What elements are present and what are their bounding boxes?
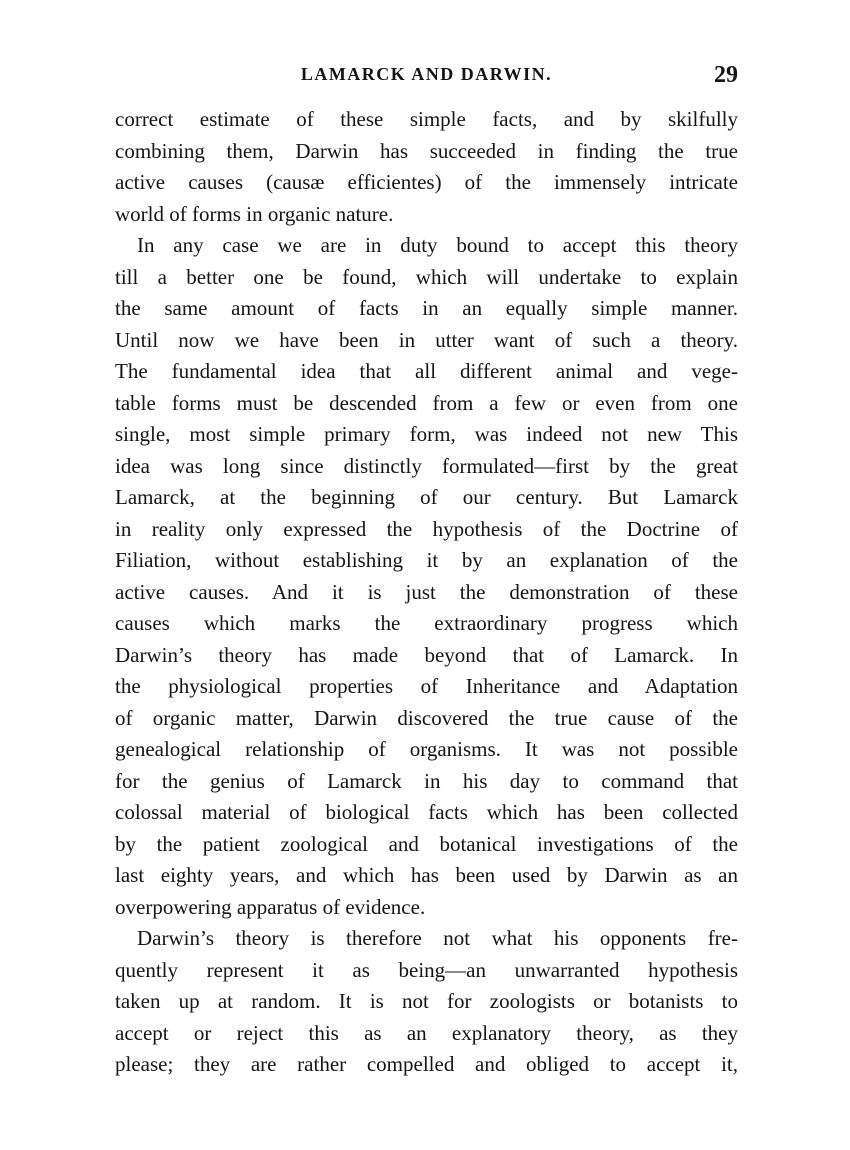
text-line: Until now we have been in utter want of such a theory.	[115, 327, 738, 352]
text-line: please; they are rather compelled and obliged to accept it,	[115, 1052, 738, 1076]
text-line: idea was long since distinctly formulated—first by the great	[115, 453, 738, 478]
page-number: 29	[714, 62, 738, 88]
body-text	[115, 104, 738, 1081]
text-line: colossal material of biological facts which has been collected	[115, 800, 738, 824]
paragraph	[115, 230, 738, 923]
text-line: world of forms in organic nature.	[115, 201, 394, 226]
paragraph	[115, 923, 738, 1081]
text-line: active causes. And it is just the demonstration of these	[115, 579, 738, 604]
text-line: causes which marks the extraordinary progress which	[115, 611, 738, 635]
text-line: in reality only expressed the hypothesis of the Doctrine of	[115, 516, 738, 541]
text-line: In any case we are in duty bound to accept this theory	[137, 233, 738, 257]
paragraph	[115, 104, 738, 230]
text-line: single, most simple primary form, was indeed not new This	[115, 422, 738, 446]
text-line: Lamarck, at the beginning of our century. But Lamarck	[115, 485, 738, 509]
text-line: Darwin’s theory has made beyond that of Lamarck. In	[115, 642, 738, 667]
text-line: correct estimate of these simple facts, and by skilfully	[115, 107, 738, 131]
text-line: The fundamental idea that all different animal and vege-	[115, 359, 738, 383]
text-line: active causes (causæ efficientes) of the immensely intricate	[115, 170, 738, 194]
text-line: combining them, Darwin has succeeded in finding the true	[115, 138, 738, 163]
text-line: table forms must be descended from a few or even from one	[115, 390, 738, 415]
text-line: taken up at random. It is not for zoologists or botanists to	[115, 989, 738, 1013]
text-line: last eighty years, and which has been used by Darwin as an	[115, 863, 738, 887]
running-title: LAMARCK AND DARWIN.	[300, 64, 553, 84]
text-line: accept or reject this as an explanatory theory, as they	[115, 1020, 738, 1045]
text-line: for the genius of Lamarck in his day to command that	[115, 768, 738, 793]
text-line: genealogical relationship of organisms. It was not possible	[115, 737, 738, 761]
text-line: the physiological properties of Inheritance and Adaptation	[115, 674, 738, 698]
text-line: by the patient zoological and botanical investigations of the	[115, 831, 738, 856]
text-line: overpowering apparatus of evidence.	[115, 894, 426, 919]
running-head	[115, 62, 738, 92]
text-line: the same amount of facts in an equally simple manner.	[115, 296, 738, 320]
text-line: Filiation, without establishing it by an explanation of the	[115, 548, 738, 572]
text-line: till a better one be found, which will undertake to explain	[115, 264, 738, 289]
text-line: Darwin’s theory is therefore not what his opponents fre-	[137, 926, 738, 950]
text-line: quently represent it as being—an unwarranted hypothesis	[115, 957, 738, 982]
text-line: of organic matter, Darwin discovered the true cause of the	[115, 705, 738, 730]
